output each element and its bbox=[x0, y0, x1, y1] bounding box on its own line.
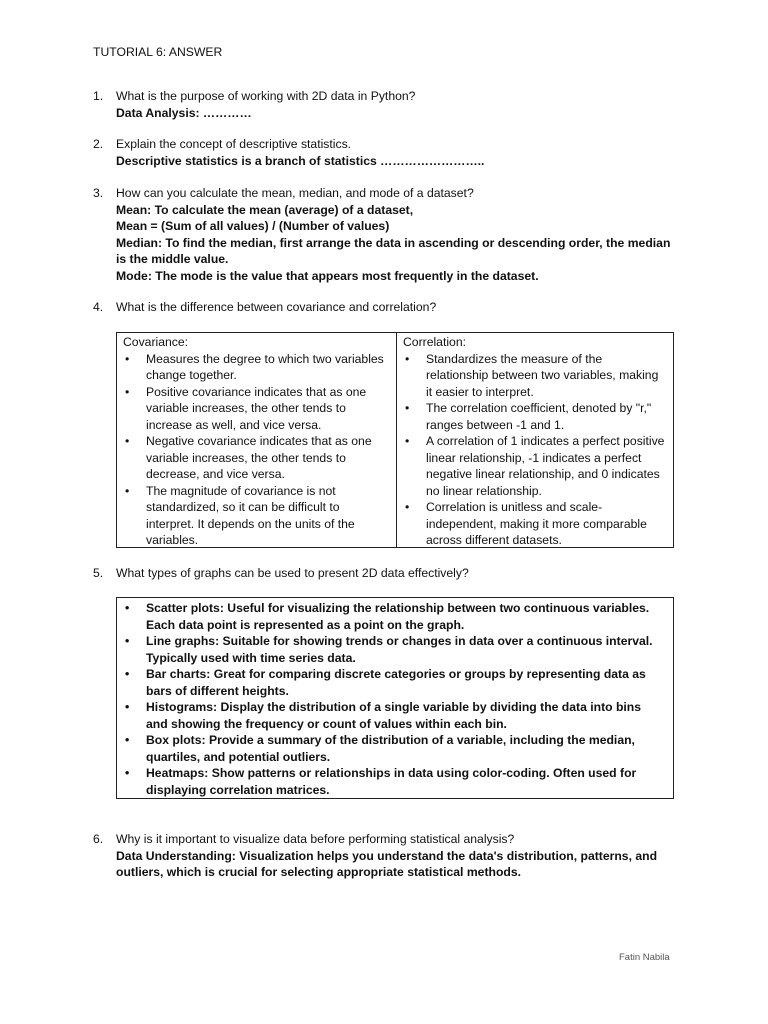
bullet-icon: • bbox=[125, 384, 130, 399]
answer-line: Mean = (Sum of all values) / (Number of values) bbox=[116, 219, 390, 233]
question-text: What is the purpose of working with 2D data in Python? bbox=[116, 89, 416, 103]
list-item: • Measures the degree to which two variables change together. bbox=[125, 351, 384, 382]
list-item: • Positive covariance indicates that as one variable increases, the other tends to increase as well, and vice versa. bbox=[125, 384, 367, 432]
list-item: • Line graphs: Suitable for showing trends or changes in data over a continuous interval. Typically used with time series data. bbox=[125, 634, 653, 665]
question-number: 3. bbox=[93, 186, 104, 200]
list-item: • A correlation of 1 indicates a perfect positive linear relationship, -1 indicates a perfect negative linear relationship, and 0 indicates no linear relationship. bbox=[405, 434, 665, 498]
question-number: 4. bbox=[93, 300, 104, 314]
correlation-column bbox=[397, 333, 673, 547]
question-text: What is the difference between covariance and correlation? bbox=[116, 300, 437, 314]
question-number: 1. bbox=[93, 89, 104, 103]
list-item: • Scatter plots: Useful for visualizing the relationship between two continuous variables. Each data point is represented as a point on the graph. bbox=[125, 601, 650, 632]
answer-line: Mean: To calculate the mean (average) of a dataset, bbox=[116, 202, 414, 217]
bullet-icon: • bbox=[125, 351, 130, 366]
graph-types-box bbox=[116, 597, 674, 799]
question-6 bbox=[93, 831, 683, 881]
bullet-icon: • bbox=[405, 434, 410, 448]
answer-line: Median: To find the median, first arrange the data in ascending or descending order, the median is the middle value. bbox=[116, 235, 671, 266]
bullet-icon: • bbox=[125, 667, 130, 681]
answer-text: Data Understanding: Visualization helps you understand the data's distribution, patterns, and outliers, which is crucial for selecting appropriate statistical methods. bbox=[116, 848, 658, 879]
bullet-icon: • bbox=[125, 483, 130, 498]
bullet-icon: • bbox=[125, 733, 130, 747]
bullet-icon: • bbox=[125, 601, 130, 615]
question-5 bbox=[93, 565, 683, 582]
document-title: TUTORIAL 6: ANSWER bbox=[93, 45, 223, 59]
list-item: • The magnitude of covariance is not standardized, so it can be difficult to interpret. It depends on the units of the variables. bbox=[125, 483, 355, 547]
bullet-icon: • bbox=[405, 401, 410, 415]
bullet-icon: • bbox=[125, 700, 130, 714]
bullet-icon: • bbox=[405, 351, 410, 366]
question-3 bbox=[93, 185, 683, 284]
question-number: 5. bbox=[93, 566, 104, 580]
question-4 bbox=[93, 299, 683, 316]
column-heading: Covariance: bbox=[123, 335, 189, 349]
covariance-correlation-table bbox=[116, 332, 674, 548]
list-item: • Correlation is unitless and scale-independent, making it more comparable across different datasets. bbox=[405, 500, 647, 547]
list-item: • Box plots: Provide a summary of the distribution of a variable, including the median, quartiles, and potential outliers. bbox=[125, 733, 635, 764]
question-text: What types of graphs can be used to present 2D data effectively? bbox=[116, 566, 469, 580]
covariance-column bbox=[117, 333, 397, 547]
question-number: 6. bbox=[93, 832, 104, 846]
footer-author: Fatin Nabila bbox=[619, 952, 670, 963]
list-item: • Negative covariance indicates that as one variable increases, the other tends to decrease, and vice versa. bbox=[125, 434, 372, 481]
answer-text: Descriptive statistics is a branch of statistics …………………….. bbox=[116, 153, 485, 168]
list-item: • Histograms: Display the distribution of a single variable by dividing the data into bins and showing the frequency or count of values within each bin. bbox=[125, 700, 642, 731]
bullet-icon: • bbox=[125, 634, 130, 648]
answer-line: Mode: The mode is the value that appears most frequently in the dataset. bbox=[116, 268, 539, 283]
list-item: • Standardizes the measure of the relationship between two variables, making it easier to interpret. bbox=[405, 351, 659, 399]
list-item: • Heatmaps: Show patterns or relationships in data using color-coding. Often used for displaying correlation matrices. bbox=[125, 766, 637, 797]
bullet-icon: • bbox=[405, 500, 410, 514]
column-heading: Correlation: bbox=[403, 335, 466, 349]
list-item: • Bar charts: Great for comparing discrete categories or groups by representing data as bars of different heights. bbox=[125, 667, 646, 698]
bullet-icon: • bbox=[125, 766, 130, 780]
question-1 bbox=[93, 88, 683, 121]
question-number: 2. bbox=[93, 137, 104, 151]
question-text: Why is it important to visualize data before performing statistical analysis? bbox=[116, 832, 515, 846]
question-text: Explain the concept of descriptive statistics. bbox=[116, 137, 352, 151]
list-item: • The correlation coefficient, denoted by "r," ranges between -1 and 1. bbox=[405, 401, 652, 432]
answer-text: Data Analysis: ………… bbox=[116, 105, 252, 120]
bullet-icon: • bbox=[125, 434, 130, 448]
question-2 bbox=[93, 136, 683, 169]
question-text: How can you calculate the mean, median, and mode of a dataset? bbox=[116, 186, 474, 200]
